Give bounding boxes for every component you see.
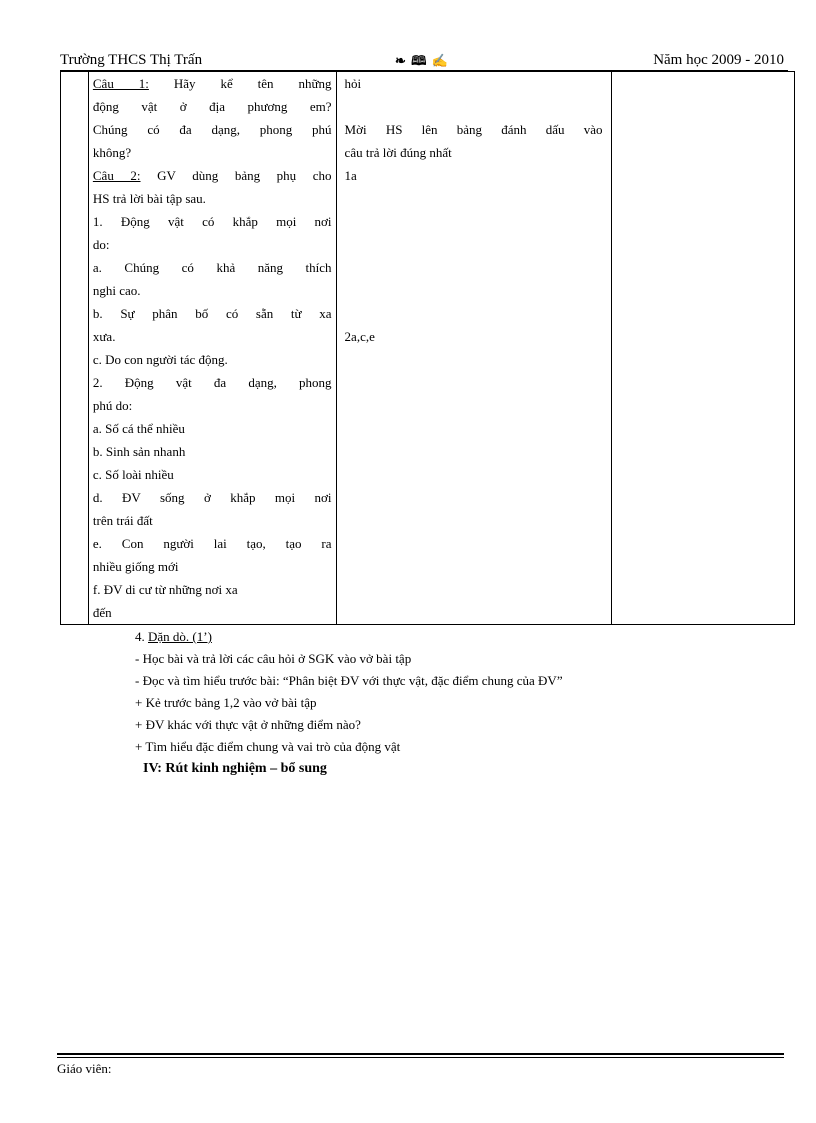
teacher-activity-line: HS trả lời bài tập sau. bbox=[92, 191, 206, 206]
section-4-number: 4. bbox=[135, 629, 148, 644]
student-activity-line: câu trả lời đúng nhất bbox=[344, 145, 452, 160]
section-4-label: Dặn dò. (1’) bbox=[148, 629, 212, 644]
student-activity-line bbox=[345, 95, 603, 118]
table-cell-notes bbox=[611, 72, 794, 625]
teacher-activity-line: do: bbox=[92, 237, 110, 252]
section-4-title bbox=[135, 626, 563, 648]
header-ornament-icon: ❧ 🕮 ✍ bbox=[395, 53, 449, 68]
teacher-activity-line: xưa. bbox=[92, 329, 116, 344]
teacher-activity-line bbox=[93, 164, 332, 187]
school-year: Năm học 2009 - 2010 bbox=[653, 52, 784, 68]
student-activity-line bbox=[345, 210, 603, 233]
teacher-activity-line: Chúng có đa dạng, phong phú bbox=[92, 122, 332, 137]
teacher-activity-line: phú do: bbox=[92, 398, 133, 413]
lesson-table bbox=[60, 71, 795, 625]
homework-section bbox=[135, 626, 563, 780]
student-activity-line: Mời HS lên bảng đánh dấu vào bbox=[344, 122, 603, 137]
question-text: Hãy kể tên những bbox=[148, 76, 332, 91]
footer-rule bbox=[57, 1053, 784, 1055]
homework-list bbox=[135, 648, 563, 758]
student-activity-line bbox=[345, 302, 603, 325]
teacher-activity-line: không? bbox=[92, 145, 132, 160]
table-cell-activity-student bbox=[336, 72, 611, 625]
teacher-activity-line bbox=[93, 72, 332, 95]
student-activity-line bbox=[345, 187, 603, 210]
teacher-activity-line: d. ĐV sống ở khắp mọi nơi bbox=[92, 490, 332, 505]
teacher-activity-line: e. Con người lai tạo, tạo ra bbox=[92, 536, 332, 551]
teacher-activity-line: động vật ở địa phương em? bbox=[92, 99, 332, 114]
question-label: Câu 2: bbox=[92, 168, 141, 183]
table-row bbox=[61, 72, 795, 625]
student-activity-line bbox=[345, 279, 603, 302]
teacher-activity-line: nhiều giống mới bbox=[92, 559, 179, 574]
footer-rule-thin bbox=[57, 1057, 784, 1058]
teacher-activity-line: nghi cao. bbox=[92, 283, 141, 298]
student-activity-line: hỏi bbox=[344, 76, 362, 91]
teacher-activity-line: c. Số loài nhiều bbox=[92, 467, 174, 482]
school-name: Trường THCS Thị Trấn bbox=[60, 52, 203, 68]
homework-item: + ĐV khác với thực vật ở những điểm nào? bbox=[135, 717, 361, 732]
homework-item: - Đọc và tìm hiểu trước bài: “Phân biệt ĐV với thực vật, đặc điểm chung của ĐV” bbox=[135, 673, 563, 688]
teacher-activity-line: c. Do con người tác động. bbox=[92, 352, 228, 367]
teacher-label: Giáo viên: bbox=[57, 1061, 112, 1076]
teacher-activity-line: a. Số cá thể nhiều bbox=[92, 421, 185, 436]
teacher-activity-line: f. ĐV di cư từ những nơi xa bbox=[92, 582, 238, 597]
question-text: GV dùng bảng phụ cho bbox=[140, 168, 332, 183]
question-label: Câu 1: bbox=[92, 76, 149, 91]
student-activity-line bbox=[345, 256, 603, 279]
homework-item: - Học bài và trả lời các câu hỏi ở SGK vào vở bài tập bbox=[135, 651, 412, 666]
teacher-activity-line: trên trái đất bbox=[92, 513, 153, 528]
page-header bbox=[60, 52, 784, 70]
student-activity-line: 1a bbox=[344, 168, 357, 183]
teacher-activity-line: b. Sinh sản nhanh bbox=[92, 444, 186, 459]
teacher-activity-line: b. Sự phân bố có sẵn từ xa bbox=[92, 306, 332, 321]
homework-item: + Tìm hiểu đặc điểm chung và vai trò của động vật bbox=[135, 739, 401, 754]
table-cell-activity-teacher bbox=[88, 72, 336, 625]
teacher-activity-line: a. Chúng có khả năng thích bbox=[92, 260, 332, 275]
section-iv-heading: IV: Rút kinh nghiệm – bổ sung bbox=[143, 761, 327, 776]
table-cell-stt bbox=[61, 72, 89, 625]
teacher-activity-line: 2. Động vật đa dạng, phong bbox=[92, 375, 332, 390]
student-activity-line: 2a,c,e bbox=[344, 329, 375, 344]
teacher-activity-line: 1. Động vật có khắp mọi nơi bbox=[92, 214, 332, 229]
teacher-activity-line: đến bbox=[92, 605, 112, 620]
student-activity-line bbox=[345, 233, 603, 256]
homework-item: + Kẻ trước bảng 1,2 vào vở bài tập bbox=[135, 695, 317, 710]
